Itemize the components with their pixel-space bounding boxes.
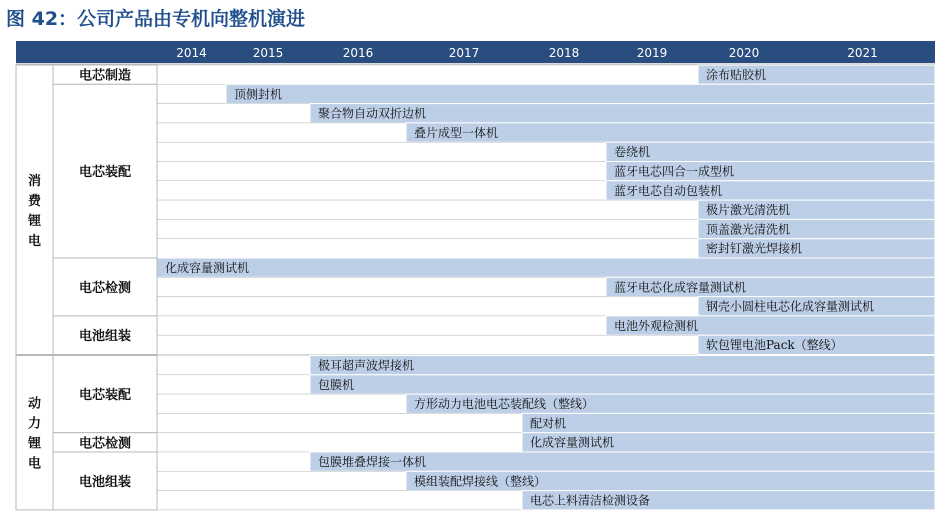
product-label: 蓝牙电芯自动包装机 [614, 183, 723, 198]
group-label: 消费锂电 [27, 173, 42, 249]
category-label: 电芯检测 [78, 436, 132, 452]
product-label: 极片激光清洗机 [706, 203, 791, 218]
group-cell [16, 65, 53, 355]
year-label: 2018 [548, 46, 580, 60]
year-label: 2020 [728, 46, 760, 60]
figure-title: 图 42：公司产品由专机向整机演进 [6, 8, 306, 30]
group-label: 动力锂电 [27, 396, 42, 472]
product-label: 蓝牙电芯化成容量测试机 [614, 280, 747, 295]
year-label: 2017 [448, 46, 480, 60]
product-label: 模组装配焊接线（整线） [414, 474, 547, 489]
product-bar [310, 375, 935, 394]
product-bar [606, 142, 935, 161]
product-label: 钢壳小圆柱电芯化成容量测试机 [706, 299, 875, 314]
product-label: 电芯上料清洁检测设备 [530, 493, 651, 508]
category-label: 电芯装配 [78, 388, 132, 404]
product-label: 卷绕机 [614, 145, 651, 160]
category-label: 电池组装 [78, 329, 132, 345]
product-bar [226, 84, 935, 103]
category-label: 电芯检测 [78, 280, 132, 296]
product-label: 聚合物自动双折边机 [318, 106, 427, 121]
product-label: 化成容量测试机 [530, 435, 615, 450]
year-label: 2021 [847, 46, 878, 60]
product-label: 化成容量测试机 [165, 261, 250, 275]
year-label: 2015 [252, 46, 284, 60]
product-bar [157, 258, 935, 277]
product-label: 顶侧封机 [234, 87, 283, 102]
product-label: 叠片成型一体机 [414, 125, 499, 140]
product-label: 包膜堆叠焊接一体机 [318, 455, 427, 469]
product-label: 方形动力电池电芯装配线（整线） [414, 397, 595, 412]
product-label: 极耳超声波焊接机 [318, 358, 415, 373]
product-label: 密封钉激光焊接机 [706, 241, 803, 256]
year-label: 2014 [176, 46, 207, 60]
category-label: 电池组装 [78, 474, 132, 490]
product-label: 顶盖激光清洗机 [706, 222, 791, 237]
product-label: 电池外观检测机 [614, 318, 699, 333]
product-label: 软包锂电池Pack（整线） [706, 338, 843, 353]
category-label: 电芯制造 [78, 68, 132, 84]
year-label: 2019 [636, 46, 668, 60]
year-label: 2016 [342, 46, 374, 60]
product-bar [522, 413, 935, 432]
product-label: 蓝牙电芯四合一成型机 [614, 164, 735, 179]
category-label: 电芯装配 [78, 165, 132, 181]
product-label: 包膜机 [318, 377, 355, 392]
product-label: 配对机 [530, 416, 567, 431]
group-cell [16, 356, 53, 510]
product-label: 涂布贴胶机 [706, 68, 767, 82]
